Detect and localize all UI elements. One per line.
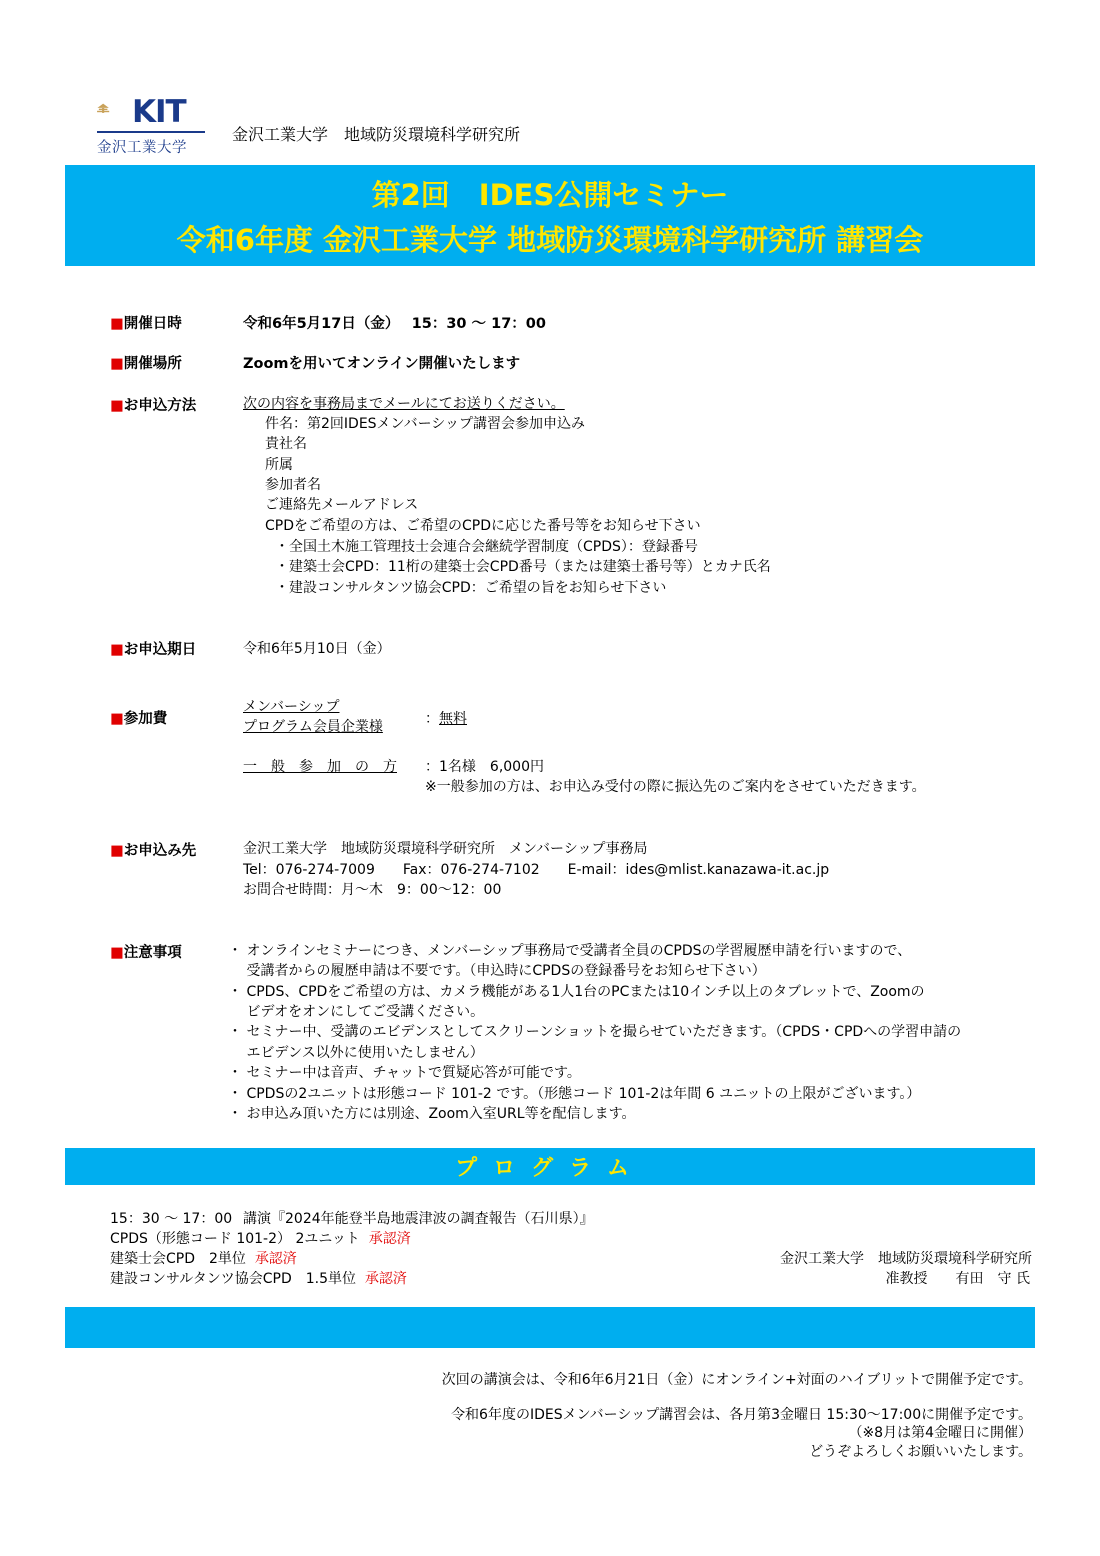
logo-text: KIT	[132, 94, 186, 130]
apply-bullet: ・建設コンサルタンツ協会CPD：ご希望の旨をお知らせ下さい	[275, 580, 667, 596]
notes-line: ・ CPDSの2ユニットは形態コード 101-2 です。（形態コード 101-2は年間 6 ユニットの上限がございます。）	[228, 1086, 921, 1102]
title-banner	[65, 165, 1035, 266]
credit-status: 承認済	[254, 1251, 297, 1267]
date-value: 令和6年5月17日（金） 15：30 ～ 17：00	[243, 316, 546, 332]
contact-line3: お問合せ時間：月～木 9：00～12：00	[243, 882, 502, 898]
apply-bullet: ・建築士会CPD：11桁の建築士会CPD番号（または建築士番号等）とカナ氏名	[275, 559, 771, 575]
notes-label: ■注意事項	[110, 945, 182, 961]
apply-line: 参加者名	[265, 477, 321, 493]
title-line2: 令和6年度 金沢工業大学 地域防災環境科学研究所 講習会	[176, 223, 924, 257]
kit-emblem-icon	[96, 96, 136, 132]
program-lecture: 講演『2024年能登半島地震津波の調査報告（石川県）』	[243, 1211, 594, 1227]
title-line1: 第2回 IDES公開セミナー	[371, 178, 729, 212]
venue-value: Zoomを用いてオンライン開催いたします	[243, 356, 521, 372]
institute-name: 金沢工業大学 地域防災環境科学研究所	[232, 125, 521, 144]
apply-intro: 次の内容を事務局までメールにてお送りください。	[243, 396, 565, 412]
date-label: ■開催日時	[110, 316, 182, 332]
notes-line: ビデオをオンにしてご受講ください。	[228, 1004, 485, 1020]
footer-schedule-note: （※8月は第4金曜日に開催）	[848, 1425, 1032, 1441]
footer-closing: どうぞよろしくお願いいたします。	[809, 1444, 1032, 1460]
notes-line: ・ CPDS、CPDをご希望の方は、カメラ機能がある1人1台のPCまたは10インチ以上のタブレットで、Zoomの	[228, 984, 925, 1000]
fee-general-value: ：1名様 6,000円	[425, 759, 544, 775]
credit-status: 承認済	[368, 1231, 411, 1247]
apply-label: ■お申込方法	[110, 398, 197, 414]
program-banner	[65, 1148, 1035, 1185]
fee-member-line2: プログラム会員企業様	[243, 719, 383, 735]
footer-schedule: 令和6年度のIDESメンバーシップ講習会は、各月第3金曜日 15:30～17:00に開催予定です。	[451, 1407, 1032, 1423]
apply-bullet: ・全国土木施工管理技士会連合会継続学習制度（CPDS）：登録番号	[275, 539, 698, 555]
program-credit: 建築士会CPD 2単位 承認済	[110, 1251, 297, 1267]
contact-line1: 金沢工業大学 地域防災環境科学研究所 メンバーシップ事務局	[243, 841, 648, 857]
logo-divider	[97, 131, 205, 133]
notes-line: ・ セミナー中は音声、チャットで質疑応答が可能です。	[228, 1065, 581, 1081]
apply-line: 所属	[265, 457, 293, 473]
program-time: 15：30 ～ 17：00	[110, 1211, 233, 1227]
fee-member-value: ：無料	[425, 711, 467, 727]
credit-status: 承認済	[364, 1271, 407, 1287]
fee-member-line1: メンバーシップ	[243, 699, 340, 715]
deadline-value: 令和6年5月10日（金）	[243, 641, 391, 657]
apply-line: ご連絡先メールアドレス	[265, 497, 419, 513]
deadline-label: ■お申込期日	[110, 642, 197, 658]
speaker-affiliation: 金沢工業大学 地域防災環境科学研究所	[780, 1251, 1032, 1267]
contact-label: ■お申込み先	[110, 843, 197, 859]
program-credit: 建設コンサルタンツ協会CPD 1.5単位 承認済	[110, 1271, 407, 1287]
venue-label: ■開催場所	[110, 356, 182, 372]
notes-line: 受講者からの履歴申請は不要です。（申込時にCPDSの登録番号をお知らせ下さい）	[228, 963, 766, 979]
apply-line: 件名：第2回IDESメンバーシップ講習会参加申込み	[265, 416, 586, 432]
program-title: プログラム	[455, 1156, 645, 1181]
contact-line2: Tel：076-274-7009 Fax：076-274-7102 E-mail：ides@mlist.kanazawa-it.ac.jp	[243, 862, 830, 878]
footer-next: 次回の講演会は、令和6年6月21日（金）にオンライン+対面のハイブリットで開催予定です。	[441, 1372, 1032, 1388]
bottom-banner	[65, 1307, 1035, 1348]
speaker-name: 准教授 有田 守 氏	[885, 1271, 1030, 1287]
notes-line: ・ オンラインセミナーにつき、メンバーシップ事務局で受講者全員のCPDSの学習履歴申請を行いますので、	[228, 943, 912, 959]
apply-line: 貴社名	[265, 436, 307, 452]
notes-line: ・ お申込み頂いた方には別途、Zoom入室URL等を配信します。	[228, 1106, 636, 1122]
apply-line: CPDをご希望の方は、ご希望のCPDに応じた番号等をお知らせ下さい	[265, 518, 701, 534]
fee-general-note: ※一般参加の方は、お申込み受付の際に振込先のご案内をさせていただきます。	[425, 779, 926, 795]
logo-subtext: 金沢工業大学	[97, 140, 187, 156]
notes-line: ・ セミナー中、受講のエビデンスとしてスクリーンショットを撮らせていただきます。（CPDS・CPDへの学習申請の	[228, 1024, 962, 1040]
program-credit: CPDS（形態コード 101-2） 2ユニット 承認済	[110, 1231, 411, 1247]
notes-line: エビデンス以外に使用いたしません）	[228, 1045, 484, 1061]
fee-label: ■参加費	[110, 711, 168, 727]
fee-general-label: 一 般 参 加 の 方	[243, 759, 397, 775]
